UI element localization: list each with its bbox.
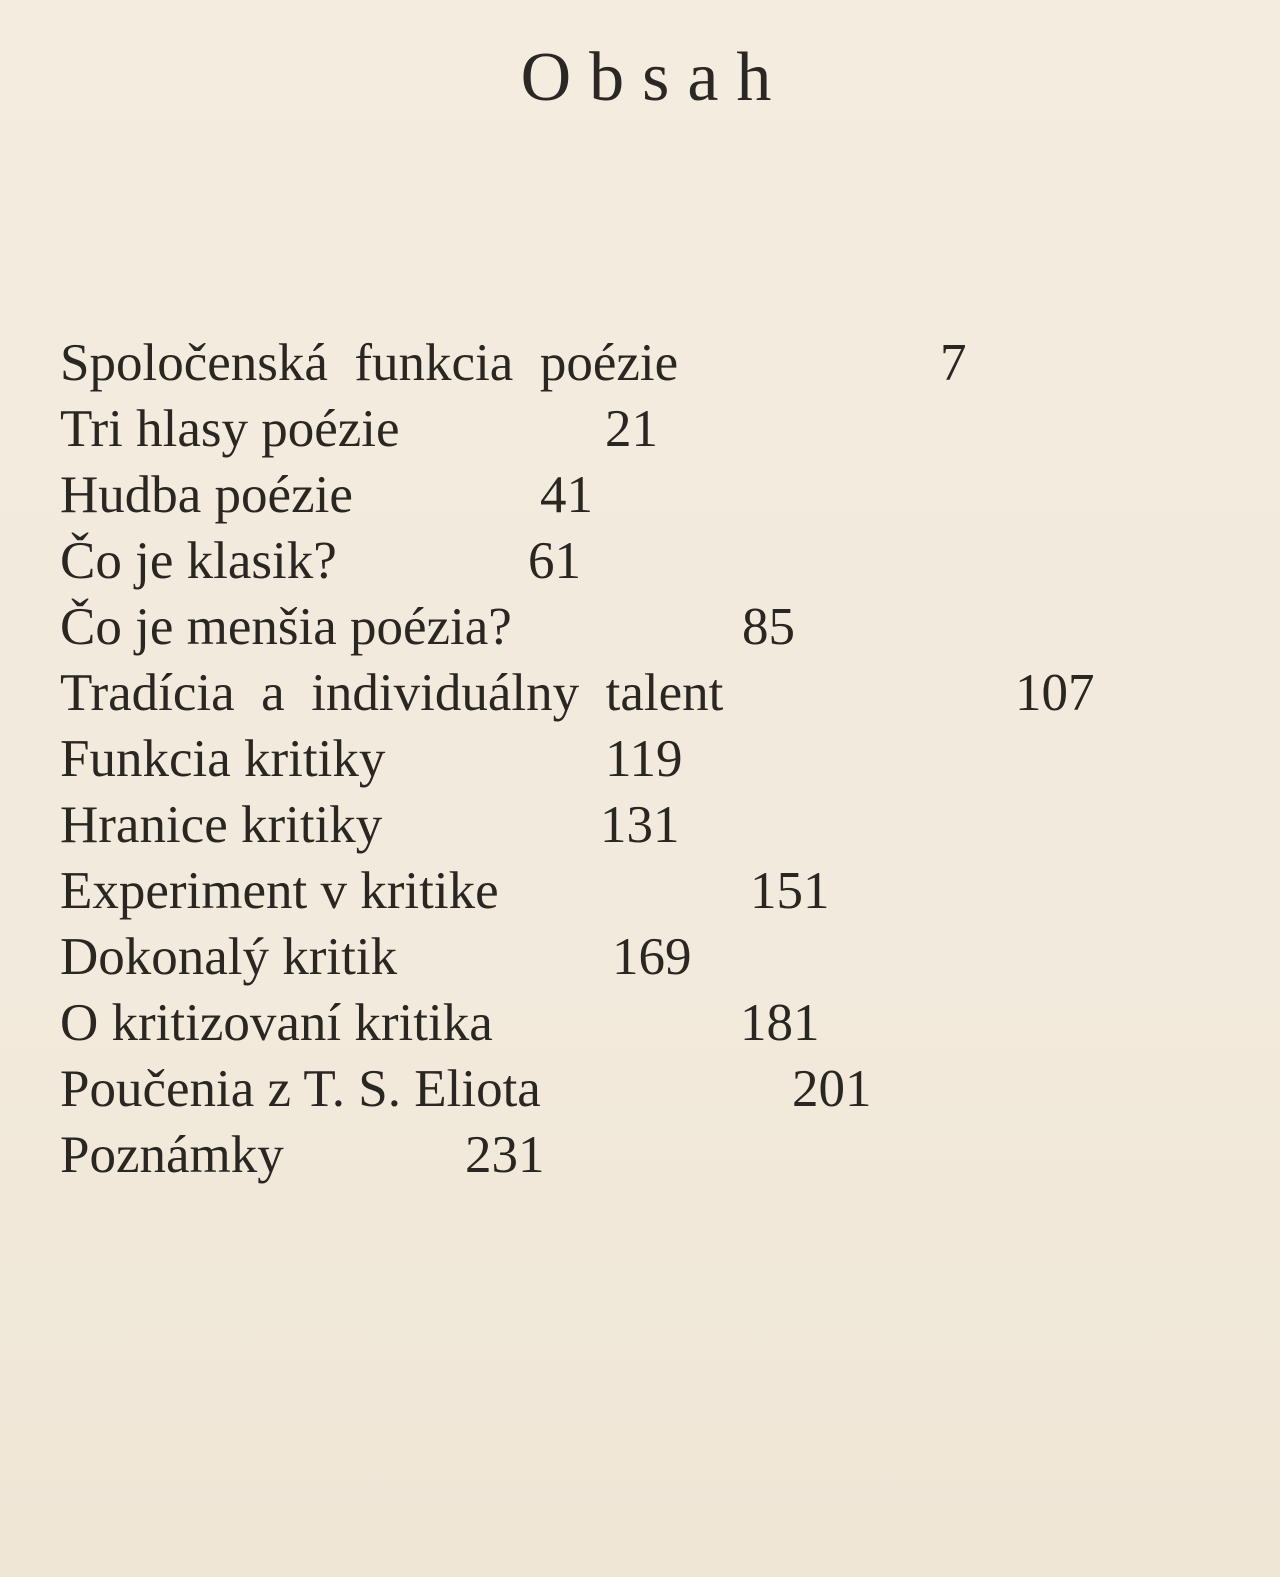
toc-entry-page: 151 — [750, 862, 830, 920]
toc-entry-title: Čo je klasik? — [60, 532, 337, 590]
toc-entry — [60, 726, 683, 792]
toc-entry-page: 41 — [540, 466, 593, 524]
toc-entry — [60, 1056, 872, 1122]
toc-entry-page: 181 — [740, 994, 820, 1052]
toc-entry — [60, 990, 820, 1056]
toc-entry-page: 231 — [465, 1126, 545, 1184]
toc-entry-page: 201 — [792, 1060, 872, 1118]
toc-entry-title: Poznámky — [60, 1126, 284, 1184]
toc-entry-title: Spoločenská funkcia poézie — [60, 334, 679, 392]
toc-entry — [60, 792, 680, 858]
page-title: Obsah — [520, 39, 790, 116]
toc-entry-page: 131 — [600, 796, 680, 854]
toc-entry-page: 107 — [1015, 664, 1095, 722]
toc-entry-page: 169 — [612, 928, 692, 986]
toc-entry-page: 21 — [605, 400, 658, 458]
toc-entry — [60, 858, 830, 924]
toc-entry-page: 119 — [605, 730, 683, 788]
toc-entry-title: Experiment v kritike — [60, 862, 499, 920]
toc-entry-title: Poučenia z T. S. Eliota — [60, 1060, 541, 1118]
toc-entry-title: Dokonalý kritik — [60, 928, 398, 986]
toc-entry-title: O kritizovaní kritika — [60, 994, 493, 1052]
toc-entry-title: Tradícia a individuálny talent — [60, 664, 724, 722]
toc-entry-title: Funkcia kritiky — [60, 730, 386, 788]
toc-entry — [60, 594, 795, 660]
toc-entry-title: Čo je menšia poézia? — [60, 598, 512, 656]
toc-entry — [60, 660, 1095, 726]
toc-entry-title: Tri hlasy poézie — [60, 400, 400, 458]
toc-entry-page: 7 — [940, 334, 967, 392]
toc-entry-page: 85 — [742, 598, 795, 656]
toc-entry — [60, 396, 658, 462]
toc-entry-title: Hranice kritiky — [60, 796, 383, 854]
toc-entry — [60, 528, 581, 594]
toc-entry-title: Hudba poézie — [60, 466, 353, 524]
toc-entry — [60, 330, 967, 396]
toc-entry-page: 61 — [528, 532, 581, 590]
toc-entry — [60, 1122, 545, 1188]
toc-entry — [60, 924, 692, 990]
toc-entry — [60, 462, 593, 528]
